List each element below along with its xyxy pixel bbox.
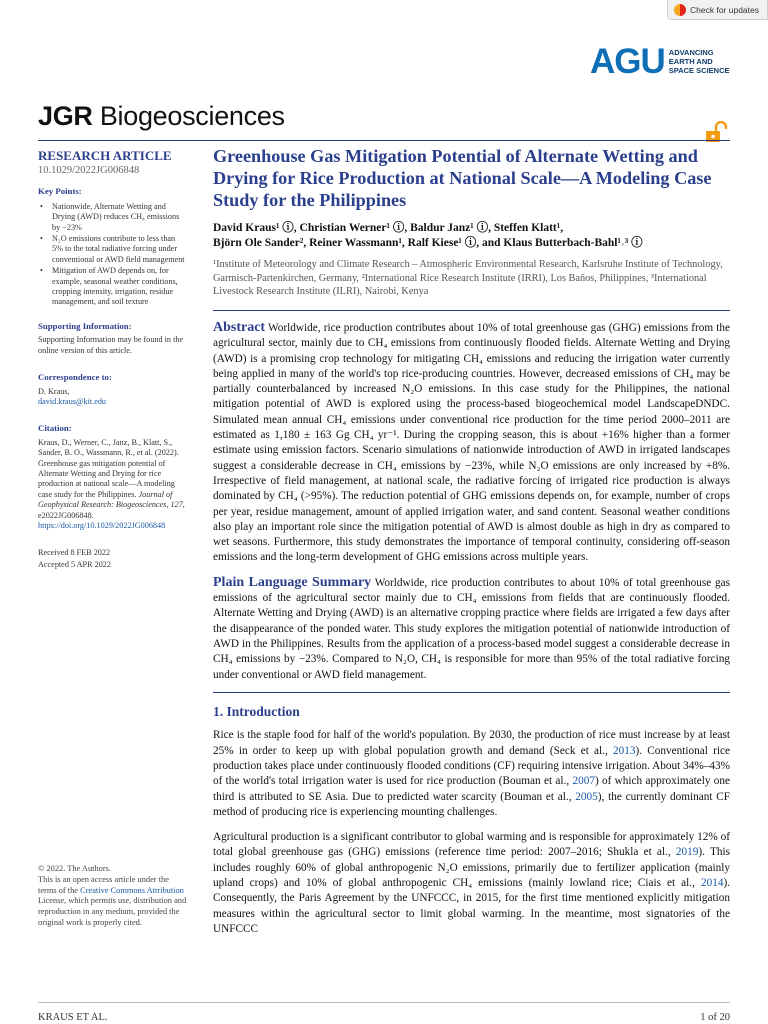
introduction-paragraph [213, 830, 730, 937]
agu-tagline-line: EARTH AND [668, 57, 713, 66]
correspondence-heading: Correspondence to: [38, 372, 112, 383]
agu-tagline-line: SPACE SCIENCE [668, 66, 730, 75]
supporting-info-heading: Supporting Information: [38, 320, 132, 331]
article-title: Greenhouse Gas Mitigation Potential of Alternate Wetting and Drying for Rice Production at National Scale—A Modeling Case Study for the Philippines [213, 146, 712, 210]
introduction-heading: 1. Introduction [213, 704, 300, 720]
citation-journal: Journal of Geophysical Research: Biogeosciences, 127, [38, 489, 185, 510]
agu-logo[interactable] [590, 44, 730, 79]
correspondence-name: D. Kraus, [38, 386, 70, 396]
journal-title [38, 101, 285, 132]
pls-text: Worldwide, rice production contributes to about 10% of total greenhouse gas emissions of the agricultural sector mainly due to CH₄ emissions from fields that are continuously flooded. Alternate Wetting and Drying (AWD) is an alternative cropping practice where fields are irrigated a few days after the disappearance of the ponded water. This study explores the mitigation potential of nationwide introduction of AWD in the Philippines. Results from the application of a process-based model suggest a considerable decrease in CH₄ emissions by −23%. Compared to N₂O, CH₄ is responsible for more than 95% of the total radiative forcing under conventional or AWD field management. [213, 576, 730, 681]
citation-link[interactable]: 2014 [700, 877, 724, 889]
citation-heading: Citation: [38, 423, 72, 434]
section-divider [213, 692, 730, 694]
journal-prefix: JGR [38, 101, 93, 131]
correspondence-email-link[interactable]: david.kraus@kit.edu [38, 396, 107, 406]
agu-tagline [669, 48, 730, 75]
accepted-date: Accepted 5 APR 2022 [38, 559, 111, 569]
paragraph-text: Agricultural production is a significant contributor to global warming and is responsible for approximately 12% of total global greenhouse gas (GHG) emissions (reference time period: 2007–2016; Shukla et al., [213, 831, 730, 859]
license-text-start: This is an open access article under the terms of the [38, 874, 169, 895]
pls-label: Plain Language Summary [213, 574, 372, 590]
footer-authors: KRAUS ET AL. [38, 1012, 108, 1023]
key-point: • N₂O emissions contribute to less than 5% to the total radiative forcing under conventional or AWD field management [52, 234, 188, 265]
paragraph-text: ). This includes roughly 60% of global anthropogenic N₂O emissions, primarily due to fertilizer application (mainly upland crops) and 10% of global anthropogenic CH₄ emissions (mainly lowland rice; Ciais et al., [213, 846, 730, 889]
crossmark-icon [674, 4, 686, 16]
citation-block [38, 438, 188, 532]
check-for-updates-label: Check for updates [690, 4, 759, 15]
author-list [213, 221, 730, 250]
key-points-list [38, 202, 188, 308]
abstract-text: Worldwide, rice production contributes about 10% of total greenhouse gas (GHG) emissions from the agricultural sector, mainly due to CH₄ emissions from continuously flooded fields. Alternate Wetting and Drying (AWD) is a promising crop technology for mitigating CH₄ emissions and reducing the irrigation water currently being applied in many of the world's top rice-producing countries. However, decreased emissions of CH₄ may be partially counterbalanced by increased N₂O emissions. In this case study for the Philippines, the national mitigation potential of AWD is explored using the process-based biogeochemical model LandscapeDNDC. Simulated mean annual CH₄ emissions under conventional rice production for the time period 2000–2011 are estimated as 1,180 ± 163 Gg CH₄ yr⁻¹. During the cropping season, this is about +16% higher than a former estimate using emission factors. Scenario simulations of nationwide introduction of AWD in irrigated landscapes suggest a considerable decrease in CH₄ emissions by −23%, while N₂O emissions are only increased by +8%. Irrespective of field management, at national scale, the radiative forcing of irrigated rice production is always dominated by CH₄ (>95%). The reduction potential of GHG emissions depends on, for example, number of crops per year, residue management, amount of applied irrigation water, and sand content. Seasonal weather conditions also play an important role since the mitigation potential of AWD is almost double as high in dry as compared to wet seasons. Furthermore, this study demonstrates the importance of temporal continuity, considering off-season emissions and the long-term development of GHG emissions across multiple years. [213, 322, 731, 564]
abstract-label: Abstract [213, 320, 266, 335]
license-text [38, 875, 188, 929]
plain-language-summary [213, 575, 730, 683]
page-number: 1 of 20 [700, 1012, 730, 1023]
journal-name: Biogeosciences [99, 101, 285, 131]
key-points-heading: Key Points: [38, 186, 82, 197]
received-date: Received 8 FEB 2022 [38, 548, 111, 558]
page-footer [38, 1002, 730, 1023]
article-main [213, 145, 730, 937]
section-divider [213, 310, 730, 312]
citation-doi-link[interactable]: https://doi.org/10.1029/2022JG006848 [38, 520, 166, 530]
author-line: David Kraus¹ ⓘ, Christian Werner¹ ⓘ, Baldur Janz¹ ⓘ, Steffen Klatt¹, [213, 222, 564, 234]
introduction-paragraph [213, 728, 730, 820]
paragraph-text: Rice is the staple food for half of the world's population. By 2030, the production of rice must increase by at least 25% in order to keep up with global population growth and demand (Seck et al., [213, 729, 730, 757]
license-text-end: License, which permits use, distribution and reproduction in any medium, provided the original work is properly cited. [38, 896, 187, 927]
article-sidebar [38, 148, 188, 570]
citation-link[interactable]: 2005 [575, 790, 598, 803]
citation-text: Kraus, D., Werner, C., Janz, B., Klatt, S., Sander, B. O., Wassmann, R., et al. (2022). Greenhouse gas mitigation potential of Alternate Wetting and Drying for rice production at national scale—A modeling case study for the Philippines. [38, 437, 179, 499]
header-rule [38, 140, 730, 141]
paragraph-text: ). Consequently, the Paris Agreement by the UNFCCC, in 2015, for the first time mentioned explicitly mitigation measures within the agricultural sector to limit global warming. In the meantime, most signatories of the UNFCCC [213, 877, 730, 935]
citation-link[interactable]: 2007 [572, 775, 595, 788]
supporting-info-text: Supporting Information may be found in the online version of this article. [38, 335, 184, 355]
key-point: • Mitigation of AWD depends on, for example, seasonal weather conditions, cropping intensity, irrigation, residue management, and soil texture [52, 266, 188, 308]
agu-logo-text: AGU [590, 42, 665, 81]
article-doi: 10.1029/2022JG006848 [38, 165, 140, 176]
author-line: Björn Ole Sander², Reiner Wassmann¹, Ralf Kiese¹ ⓘ, and Klaus Butterbach-Bahl¹˒³ ⓘ [213, 236, 643, 249]
abstract [213, 320, 730, 566]
copyright-notice [38, 864, 188, 929]
article-type: RESEARCH ARTICLE [38, 148, 172, 163]
citation-id: e2022JG006848. [38, 510, 94, 520]
citation-link[interactable]: 2013 [613, 744, 636, 757]
copyright-line: © 2022. The Authors. [38, 864, 111, 873]
paragraph-text: ) of which approximately one third is attributed to SE Asia. Due to predicted water scarcity (Bouman et al., [213, 775, 730, 803]
creative-commons-link[interactable]: Creative Commons Attribution [80, 885, 184, 895]
check-for-updates-button[interactable] [667, 0, 768, 20]
agu-tagline-line: ADVANCING [668, 48, 714, 57]
paragraph-text: ). Conventional rice production takes place under continuously flooded conditions (CF) requiring intensive irrigation. About 34%–43% of the world's total irrigation water is used for rice production (Bouman et al., [213, 744, 730, 788]
key-point: • Nationwide, Alternate Wetting and Drying (AWD) reduces CH₄ emissions by −23% [52, 202, 188, 233]
paragraph-text: ), the currently dominant CF method of producing rice is experiencing mounting challenges. [213, 790, 730, 818]
affiliations: ¹Institute of Meteorology and Climate Research – Atmospheric Environmental Research, Karlsruhe Institute of Technology, Garmisch-Partenkirchen, Germany, ²International Rice Research Institute (IRRI), Los Baños, Philippines, ³International Livestock Research Institute (ILRI), Nairobi, Kenya [213, 259, 723, 297]
citation-link[interactable]: 2019 [675, 846, 699, 859]
